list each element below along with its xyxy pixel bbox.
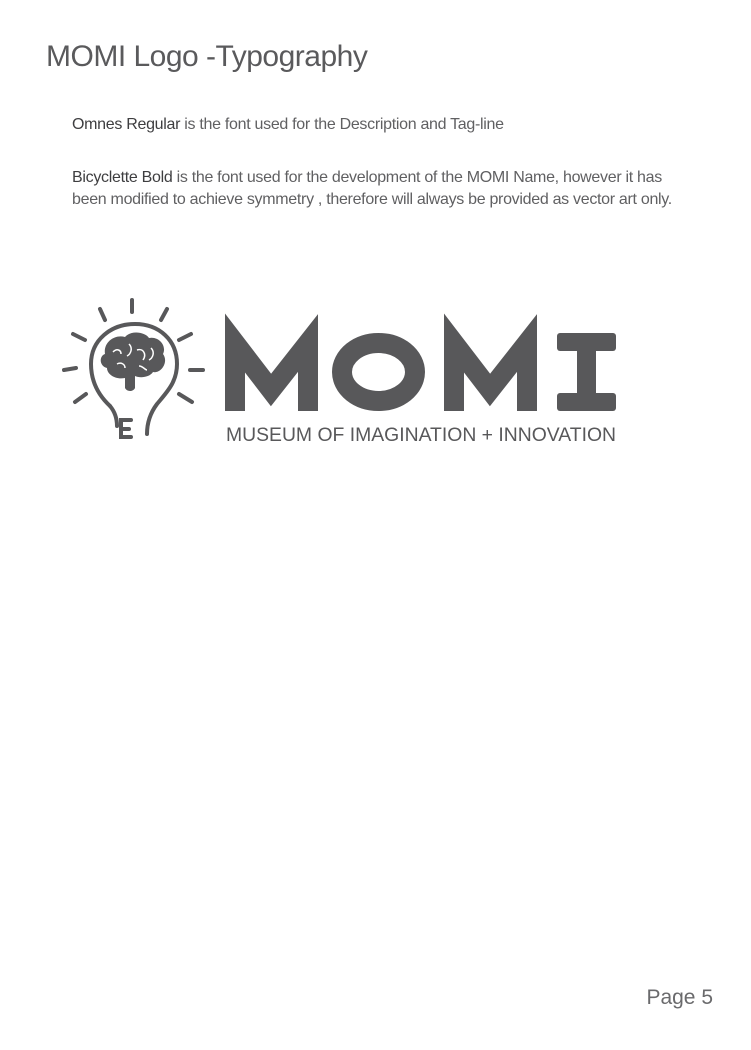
font-name: Omnes Regular: [72, 116, 181, 133]
logo-name-wordmark: [235, 343, 527, 411]
logo-letter-o: [342, 343, 415, 401]
logo-tagline: MUSEUM OF IMAGINATION + INNOVATION: [226, 425, 616, 446]
momi-logo: [55, 292, 635, 452]
brain-icon: [101, 333, 165, 391]
font-name: Bicyclette Bold: [72, 169, 173, 186]
bicyclette-description: [72, 167, 672, 211]
page-number: Page 5: [646, 986, 713, 1009]
logo-letter-m: [454, 343, 527, 411]
page-title: MOMI Logo -Typography: [46, 40, 368, 73]
logo-letter-i: [557, 333, 616, 411]
description-text: is the font used for the Description and Tag-line: [180, 116, 504, 133]
omnes-description: [72, 114, 672, 136]
description-text: is the font used for the development of the MOMI Name, however it has been modified to achieve symmetry , therefore will always be provided as vector art only.: [72, 169, 672, 208]
logo-letter-m: [235, 343, 308, 411]
